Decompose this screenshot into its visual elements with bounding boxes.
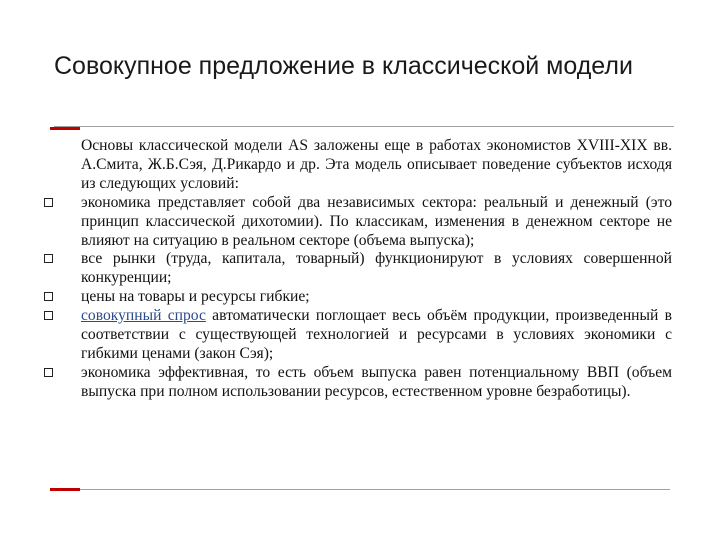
hollow-square-bullet-icon	[44, 311, 53, 320]
list-item	[40, 307, 672, 364]
list-item-text: цены на товары и ресурсы гибкие;	[81, 288, 310, 306]
footer-divider	[50, 489, 670, 490]
hollow-square-bullet-icon	[44, 254, 53, 263]
hollow-square-bullet-icon	[44, 292, 53, 301]
slide-title: Совокупное предложение в классической модели	[54, 52, 633, 80]
title-divider-accent	[50, 127, 80, 130]
list-item	[40, 194, 672, 251]
footer-divider-accent	[50, 488, 80, 491]
list-item	[40, 250, 672, 288]
aggregate-demand-link[interactable]: совокупный спрос	[81, 307, 206, 325]
list-item-text: экономика эффективная, то есть объем выпуска равен потенциальному ВВП (объем выпуска при полном использовании ресурсов, естественном уровне безработицы).	[81, 363, 672, 400]
list-item	[40, 288, 672, 307]
hollow-square-bullet-icon	[44, 368, 53, 377]
hollow-square-bullet-icon	[44, 198, 53, 207]
list-item	[40, 364, 672, 402]
title-divider	[54, 126, 674, 127]
slide-body	[40, 137, 672, 402]
list-item-text: все рынки (труда, капитала, товарный) функционируют в условиях совершенной конкуренции;	[81, 250, 672, 287]
list-item-text: экономика представляет собой два независимых сектора: реальный и денежный (это принцип классической дихотомии). По классикам, изменения в денежном секторе не влияют на ситуацию в реальном секторе (объема выпуска);	[81, 193, 672, 249]
intro-paragraph: Основы классической модели AS заложены еще в работах экономистов XVIII-XIX вв. А.Смита, Ж.Б.Сэя, Д.Рикардо и др. Эта модель описывает поведение субъектов исходя из следующих условий:	[81, 137, 672, 192]
list-item-text: автоматически поглощает весь объём продукции, произведенный в соответствии с существующей технологией и ресурсами в условиях экономики с гибкими ценами (закон Сэя);	[81, 307, 672, 362]
